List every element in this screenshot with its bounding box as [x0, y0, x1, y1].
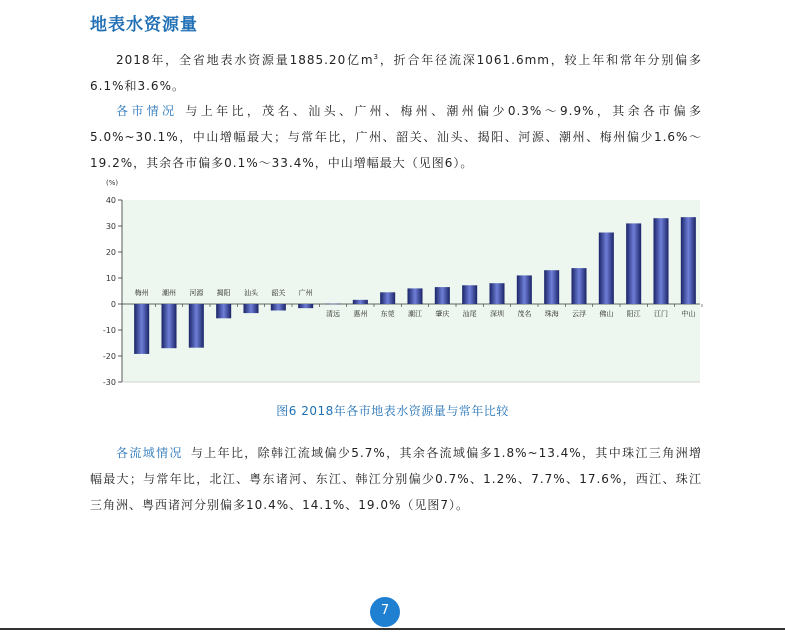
y-tick-label: 10 — [105, 274, 116, 283]
bar — [681, 217, 696, 304]
category-label: 梅州 — [134, 289, 149, 297]
basins-lead: 各流域情况 — [116, 446, 183, 460]
bar-chart-svg — [92, 172, 704, 392]
category-label: 珠海 — [544, 310, 559, 318]
category-label: 潮州 — [162, 289, 176, 297]
category-label: 潮江 — [408, 310, 422, 318]
bar — [189, 304, 204, 348]
figure-caption: 图6 2018年各市地表水资源量与常年比较 — [276, 404, 509, 418]
bar — [626, 223, 641, 304]
y-tick-label: 0 — [110, 300, 116, 309]
category-label: 汕头 — [244, 289, 258, 297]
bar — [325, 304, 340, 305]
y-tick-label: -30 — [102, 378, 116, 387]
bar-chart — [92, 172, 704, 392]
paragraph-cities — [90, 98, 702, 176]
bar — [517, 275, 532, 304]
summary-text-b: ，折合年径流深1061.6mm，较上年和常年分别偏多6.1%和3.6%。 — [90, 53, 702, 93]
bar — [599, 233, 614, 305]
bar — [407, 288, 422, 304]
category-label: 广州 — [298, 289, 313, 297]
cities-text: 与上年比，茂名、汕头、广州、梅州、潮州偏少0.3%～9.9%，其余各市偏多5.0%~30.1%，中山增幅最大；与常年比，广州、韶关、汕头、揭阳、河源、潮州、梅州偏少1.6%～19.2%，其余各市偏多0.1%～33.4%，中山增幅最大（见图6）。 — [90, 104, 702, 170]
category-label: 惠州 — [353, 310, 368, 318]
category-label: 江门 — [654, 310, 668, 318]
y-tick-label: -20 — [102, 352, 116, 361]
basins-text: 与上年比，除韩江流域偏少5.7%，其余各流域偏多1.8%~13.4%，其中珠江三角洲增幅最大；与常年比，北江、粤东诸河、东江、韩江分别偏少0.7%、1.2%、7.7%、17.6%，西江、珠江三角洲、粤西诸河分别偏多10.4%、14.1%、19.0%（见图7）。 — [90, 446, 702, 512]
bar — [134, 304, 149, 354]
y-tick-label: 40 — [105, 196, 116, 205]
category-label: 云浮 — [572, 310, 586, 318]
bar — [216, 304, 231, 318]
page-number-badge: 7 — [370, 597, 400, 627]
bar — [653, 218, 668, 304]
paragraph-basins — [90, 440, 702, 518]
y-tick-label: 20 — [105, 248, 116, 257]
category-label: 茂名 — [517, 310, 532, 318]
bar — [161, 304, 176, 348]
bar — [353, 300, 368, 304]
paragraph-summary — [90, 44, 702, 99]
bar — [462, 285, 477, 304]
bar — [243, 304, 258, 313]
section-heading: 地表水资源量 — [90, 15, 198, 35]
category-label: 清远 — [326, 310, 340, 318]
bar — [298, 304, 313, 308]
category-label: 韶关 — [271, 289, 286, 297]
footer-rule — [0, 628, 785, 630]
category-label: 深圳 — [490, 310, 504, 318]
category-label: 汕尾 — [462, 310, 477, 318]
bar — [271, 304, 286, 311]
category-label: 东莞 — [380, 310, 395, 318]
category-label: 佛山 — [599, 310, 614, 318]
y-tick-label: -10 — [102, 326, 116, 335]
bar — [380, 292, 395, 304]
category-label: 中山 — [681, 310, 696, 318]
unit-superscript: 3 — [373, 53, 380, 61]
bar — [435, 287, 450, 304]
y-tick-label: 30 — [105, 222, 116, 231]
category-label: 河源 — [189, 289, 204, 297]
bar — [489, 283, 504, 304]
summary-text-a: 2018年，全省地表水资源量1885.20亿m — [116, 53, 374, 67]
bar — [544, 270, 559, 304]
category-label: 阳江 — [626, 310, 641, 318]
cities-lead: 各市情况 — [116, 104, 178, 118]
category-label: 肇庆 — [435, 310, 450, 318]
y-unit-label: (%) — [106, 179, 119, 187]
category-label: 揭阳 — [216, 289, 231, 297]
bar — [571, 268, 586, 304]
